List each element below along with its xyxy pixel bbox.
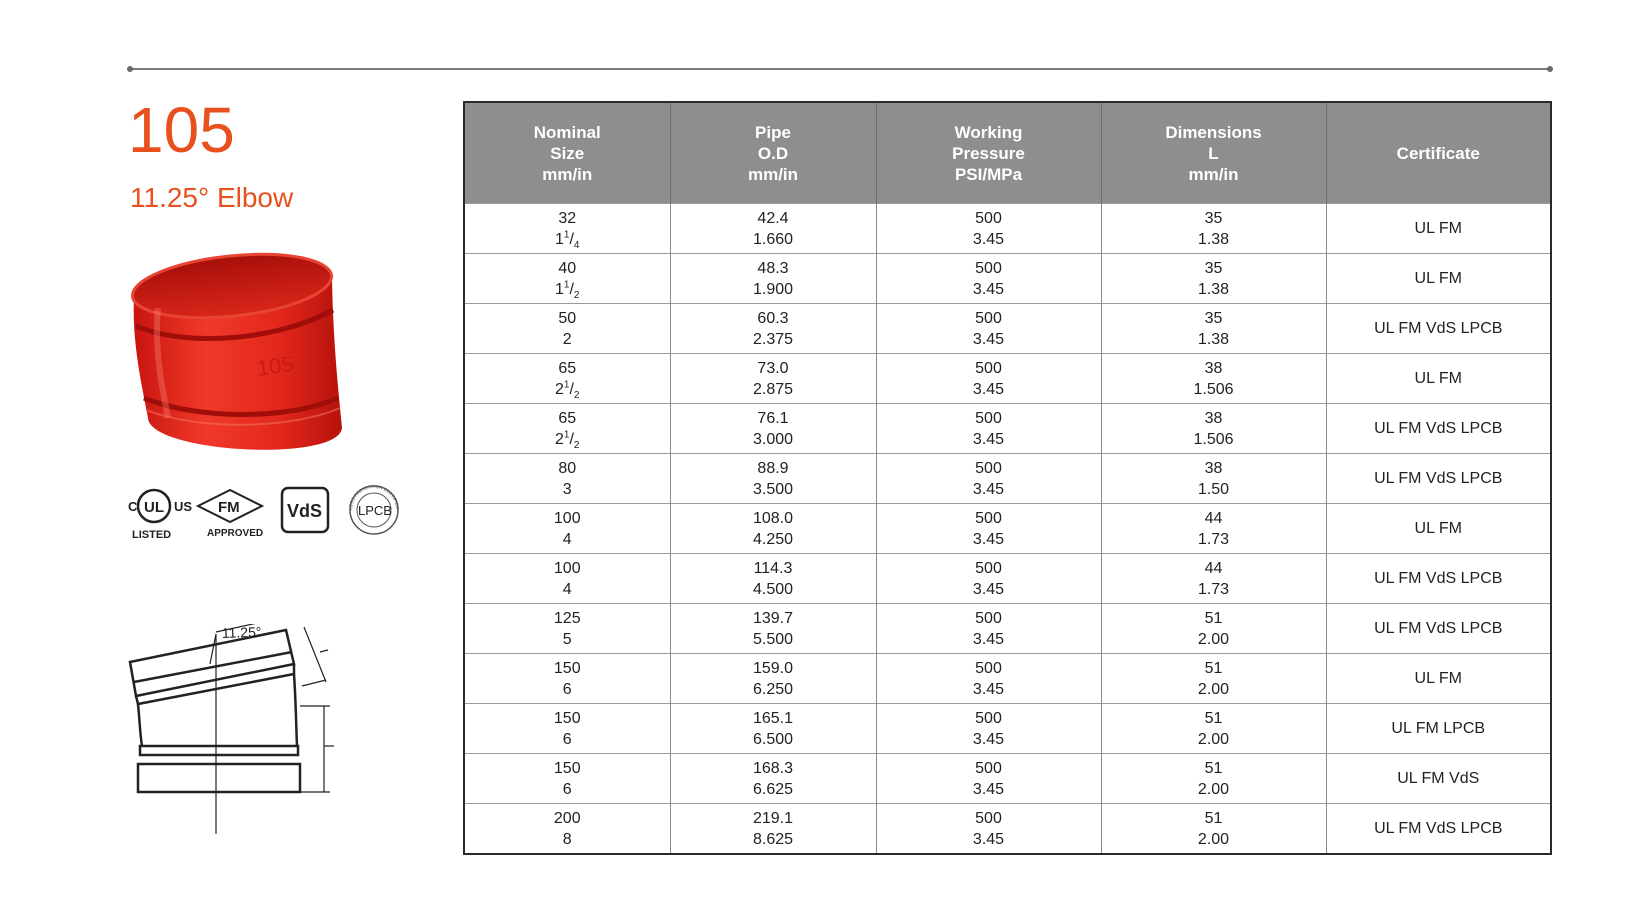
- column-header-line: Pressure: [952, 143, 1025, 163]
- cell-dimension-l-primary: 38: [1204, 459, 1223, 477]
- size-mm: 65: [558, 359, 577, 377]
- certificate-text: UL FM VdS LPCB: [1374, 470, 1503, 487]
- cell-dimension-l-secondary: 1.73: [1197, 580, 1230, 598]
- cell-pipe-od-primary: 114.3: [753, 559, 793, 577]
- cell-certificate: [1326, 454, 1551, 504]
- cell-pipe-od-secondary: 1.660: [752, 230, 794, 248]
- cell-working-pressure-secondary: 3.45: [972, 280, 1005, 298]
- size-in-whole: 6: [562, 780, 572, 798]
- cell-dimension-l: [1101, 604, 1326, 654]
- svg-text:FM: FM: [218, 499, 240, 516]
- product-number: 105: [128, 94, 235, 166]
- table-header-row: [464, 102, 1551, 204]
- column-header-line: L: [1208, 143, 1219, 163]
- certificate-text: UL FM VdS LPCB: [1374, 620, 1503, 637]
- cell-pipe-od-primary: 73.0: [757, 359, 789, 377]
- cell-working-pressure-secondary: 3.45: [972, 530, 1005, 548]
- certificate-text: UL FM: [1414, 370, 1462, 387]
- cell-working-pressure: [876, 504, 1101, 554]
- cell-working-pressure-primary: 500: [975, 509, 1002, 527]
- fm-approved-logo: [198, 490, 263, 539]
- size-mm: 65: [558, 409, 577, 427]
- cell-dimension-l: [1101, 704, 1326, 754]
- column-header-line: Pipe: [755, 122, 791, 142]
- cell-pipe-od-secondary: 3.000: [752, 430, 794, 448]
- cell-pipe-od-secondary: 6.250: [752, 680, 794, 698]
- cell-nominal-size: 40 $1^1/_2$: [464, 254, 670, 304]
- size-in-whole: 8: [562, 830, 572, 848]
- size-in-whole: 1: [555, 280, 564, 298]
- size-in-whole: 3: [562, 480, 572, 498]
- cell-dimension-l-secondary: 2.00: [1197, 680, 1230, 698]
- column-header-line: Nominal: [533, 122, 601, 142]
- size-mm: 32: [558, 209, 577, 227]
- cell-dimension-l: [1101, 654, 1326, 704]
- cell-pipe-od: [670, 354, 876, 404]
- column-header-line: PSI/MPa: [954, 164, 1023, 184]
- size-in-whole: 6: [562, 730, 572, 748]
- cell-working-pressure-primary: 500: [975, 359, 1002, 377]
- cell-working-pressure-primary: 500: [975, 759, 1002, 777]
- cell-dimension-l-primary: 44: [1204, 559, 1223, 577]
- size-mm: 40: [558, 259, 577, 277]
- cell-dimension-l: [1101, 804, 1326, 855]
- table-row: [464, 604, 1551, 654]
- table-row: [464, 504, 1551, 554]
- table-row: [464, 704, 1551, 754]
- size-in-denominator: 4: [573, 239, 580, 251]
- cell-working-pressure: [876, 354, 1101, 404]
- cell-nominal-size: [464, 554, 670, 604]
- cell-pipe-od-primary: 219.1: [752, 809, 794, 827]
- table-row: [464, 754, 1551, 804]
- cell-pipe-od-secondary: 3.500: [752, 480, 794, 498]
- cell-dimension-l-secondary: 2.00: [1197, 730, 1230, 748]
- table-row: [464, 404, 1551, 454]
- size-mm: 200: [553, 809, 581, 827]
- certificate-text: UL FM LPCB: [1391, 720, 1486, 737]
- cell-dimension-l-secondary: 1.50: [1197, 480, 1230, 498]
- column-header: [1326, 102, 1551, 204]
- cell-pipe-od-primary: 168.3: [752, 759, 794, 777]
- cell-dimension-l-primary: 38: [1204, 359, 1223, 377]
- cell-certificate: [1326, 354, 1551, 404]
- cell-pipe-od-secondary: 4.500: [752, 580, 794, 598]
- certificate-text: UL FM VdS LPCB: [1374, 820, 1503, 837]
- cell-pipe-od: [670, 454, 876, 504]
- cell-pipe-od: [670, 654, 876, 704]
- cell-dimension-l-secondary: 1.38: [1197, 280, 1230, 298]
- casting-mark: 105: [255, 351, 296, 381]
- size-mm: 50: [558, 309, 577, 327]
- cell-certificate: [1326, 654, 1551, 704]
- size-mm: 150: [553, 759, 581, 777]
- cell-pipe-od: [670, 254, 876, 304]
- cell-nominal-size: 32 $1^1/_4$: [464, 204, 670, 254]
- cell-pipe-od-secondary: 2.375: [752, 330, 794, 348]
- table-row: [464, 654, 1551, 704]
- cell-nominal-size: [464, 754, 670, 804]
- cell-nominal-size: [464, 604, 670, 654]
- table-row: [464, 354, 1551, 404]
- product-photo: [128, 248, 358, 473]
- cell-working-pressure: [876, 604, 1101, 654]
- cell-working-pressure: [876, 254, 1101, 304]
- cell-dimension-l-secondary: 1.38: [1197, 330, 1230, 348]
- cell-dimension-l: [1101, 454, 1326, 504]
- cell-dimension-l: [1101, 554, 1326, 604]
- certificate-text: UL FM VdS: [1397, 770, 1480, 787]
- cell-working-pressure-primary: 500: [975, 609, 1002, 627]
- column-header-line: O.D: [757, 143, 789, 163]
- certificate-text: UL FM: [1414, 270, 1462, 287]
- svg-text:UL: UL: [144, 499, 164, 516]
- svg-text:APPROVED: APPROVED: [207, 528, 264, 539]
- table-row: [464, 454, 1551, 504]
- cell-dimension-l-primary: 51: [1204, 609, 1223, 627]
- column-header: [670, 102, 876, 204]
- cell-certificate: [1326, 554, 1551, 604]
- table-row: [464, 804, 1551, 855]
- cell-dimension-l-primary: 35: [1204, 309, 1223, 327]
- cell-working-pressure-primary: 500: [975, 409, 1002, 427]
- size-in-whole: 2: [555, 430, 564, 448]
- cell-working-pressure-secondary: 3.45: [972, 830, 1005, 848]
- table-row: [464, 304, 1551, 354]
- cell-pipe-od: [670, 554, 876, 604]
- svg-text:US: US: [174, 499, 193, 514]
- column-header-line: mm/in: [1188, 164, 1239, 184]
- cell-working-pressure-primary: 500: [975, 709, 1002, 727]
- cell-pipe-od-secondary: 4.250: [752, 530, 794, 548]
- size-in-denominator: 2: [573, 389, 580, 401]
- cell-working-pressure-primary: 500: [975, 209, 1002, 227]
- svg-text:LISTED: LISTED: [132, 529, 172, 541]
- cell-dimension-l-secondary: 1.73: [1197, 530, 1230, 548]
- vds-logo: [282, 488, 328, 532]
- certificate-text: UL FM VdS LPCB: [1374, 320, 1503, 337]
- cell-pipe-od-primary: 165.1: [752, 709, 794, 727]
- cell-working-pressure-secondary: 3.45: [972, 580, 1005, 598]
- cell-certificate: [1326, 604, 1551, 654]
- certificate-text: UL FM: [1414, 670, 1462, 687]
- size-in-denominator: 2: [573, 439, 580, 451]
- cell-pipe-od: [670, 204, 876, 254]
- cell-dimension-l: [1101, 254, 1326, 304]
- cell-dimension-l-primary: 51: [1204, 809, 1223, 827]
- top-divider: [130, 68, 1550, 70]
- cell-certificate: [1326, 704, 1551, 754]
- size-mm: 125: [553, 609, 581, 627]
- cell-pipe-od-secondary: 5.500: [752, 630, 794, 648]
- svg-text:LOSS PREVENTION CERTIFICATION: LOSS PREVENTION CERTIFICA: [347, 484, 400, 511]
- cell-pipe-od-secondary: 6.500: [752, 730, 794, 748]
- cell-nominal-size: [464, 504, 670, 554]
- certificate-text: UL FM VdS LPCB: [1374, 570, 1503, 587]
- ul-listed-logo: [128, 490, 192, 541]
- cell-working-pressure-secondary: 3.45: [972, 630, 1005, 648]
- cell-working-pressure-secondary: 3.45: [972, 480, 1005, 498]
- cell-pipe-od-primary: 60.3: [757, 309, 789, 327]
- cell-pipe-od-primary: 88.9: [757, 459, 789, 477]
- column-header-line: mm/in: [747, 164, 799, 184]
- cell-working-pressure: [876, 754, 1101, 804]
- cell-pipe-od-primary: 42.4: [757, 209, 789, 227]
- size-in-numerator: 1: [563, 279, 570, 291]
- cell-certificate: [1326, 404, 1551, 454]
- column-header-line: Size: [550, 143, 585, 163]
- cell-dimension-l-secondary: 1.506: [1193, 380, 1234, 398]
- cell-dimension-l: [1101, 304, 1326, 354]
- cell-pipe-od: [670, 304, 876, 354]
- cell-dimension-l: [1101, 754, 1326, 804]
- cell-dimension-l-primary: 35: [1204, 209, 1223, 227]
- size-mm: 100: [553, 509, 581, 527]
- cell-dimension-l: [1101, 404, 1326, 454]
- cell-pipe-od: [670, 504, 876, 554]
- cell-working-pressure-primary: 500: [975, 659, 1002, 677]
- cell-nominal-size: [464, 654, 670, 704]
- cell-dimension-l-primary: 35: [1204, 259, 1223, 277]
- cell-working-pressure-secondary: 3.45: [972, 330, 1005, 348]
- column-header-line: Dimensions: [1165, 122, 1262, 142]
- size-in-numerator: 1: [563, 379, 570, 391]
- cell-pipe-od-secondary: 8.625: [752, 830, 794, 848]
- cell-working-pressure-secondary: 3.45: [972, 680, 1005, 698]
- size-in-whole: 6: [562, 680, 572, 698]
- size-in-numerator: 1: [563, 229, 570, 241]
- cell-certificate: [1326, 754, 1551, 804]
- cell-nominal-size: 65 $2^1/_2$: [464, 404, 670, 454]
- cell-nominal-size: [464, 804, 670, 855]
- cell-working-pressure-secondary: 3.45: [972, 230, 1005, 248]
- cell-pipe-od-secondary: 6.625: [752, 780, 794, 798]
- cell-dimension-l-primary: 51: [1204, 659, 1223, 677]
- size-in-whole: 5: [562, 630, 572, 648]
- size-in-whole: 2: [555, 380, 564, 398]
- cell-pipe-od-primary: 76.1: [757, 409, 789, 427]
- cell-dimension-l-secondary: 1.38: [1197, 230, 1230, 248]
- cell-pipe-od: [670, 404, 876, 454]
- cell-working-pressure-primary: 500: [975, 259, 1002, 277]
- cell-certificate: [1326, 254, 1551, 304]
- cell-certificate: [1326, 304, 1551, 354]
- cell-working-pressure-secondary: 3.45: [972, 380, 1005, 398]
- cell-working-pressure-secondary: 3.45: [972, 430, 1005, 448]
- cell-working-pressure-primary: 500: [975, 809, 1002, 827]
- cell-dimension-l-secondary: 1.506: [1193, 430, 1234, 448]
- spec-table: [463, 101, 1552, 855]
- size-in-whole: 2: [562, 330, 572, 348]
- cell-pipe-od: [670, 604, 876, 654]
- certificate-text: UL FM: [1414, 220, 1462, 237]
- cell-working-pressure-secondary: 3.45: [972, 780, 1005, 798]
- cell-dimension-l-primary: 44: [1204, 509, 1223, 527]
- cell-nominal-size: [464, 704, 670, 754]
- cell-nominal-size: [464, 304, 670, 354]
- cell-dimension-l: [1101, 204, 1326, 254]
- cell-dimension-l: [1101, 354, 1326, 404]
- svg-text:LPCB: LPCB: [358, 503, 392, 518]
- drawing-angle-label: 11.25°: [221, 624, 262, 641]
- cell-pipe-od-primary: 159.0: [752, 659, 794, 677]
- cell-pipe-od: [670, 754, 876, 804]
- column-header: [1101, 102, 1326, 204]
- cell-working-pressure: [876, 304, 1101, 354]
- certificate-text: UL FM: [1414, 520, 1462, 537]
- certificate-text: UL FM VdS LPCB: [1374, 420, 1503, 437]
- cell-working-pressure: [876, 204, 1101, 254]
- size-in-whole: 4: [562, 580, 572, 598]
- technical-drawing: [124, 624, 374, 839]
- table-row: [464, 204, 1551, 254]
- lpcb-logo: [124, 484, 400, 534]
- cell-nominal-size: 65 $2^1/_2$: [464, 354, 670, 404]
- cell-pipe-od: [670, 704, 876, 754]
- size-in-numerator: 1: [563, 429, 570, 441]
- cell-working-pressure-secondary: 3.45: [972, 730, 1005, 748]
- cell-working-pressure: [876, 804, 1101, 855]
- product-name: 11.25° Elbow: [130, 182, 294, 213]
- cell-dimension-l-secondary: 2.00: [1197, 780, 1230, 798]
- cell-working-pressure-primary: 500: [975, 309, 1002, 327]
- cell-dimension-l-secondary: 2.00: [1197, 630, 1230, 648]
- table-body: [464, 204, 1551, 855]
- size-mm: 150: [553, 659, 581, 677]
- column-header-line: Working: [954, 122, 1023, 142]
- drawing-upper-pipe: [130, 630, 294, 696]
- table-row: [464, 554, 1551, 604]
- size-mm: 80: [558, 459, 577, 477]
- cell-pipe-od: [670, 804, 876, 855]
- cell-pipe-od-primary: 48.3: [757, 259, 789, 277]
- cell-dimension-l-primary: 51: [1204, 709, 1223, 727]
- svg-text:VdS: VdS: [287, 501, 323, 521]
- size-in-whole: 4: [562, 530, 572, 548]
- size-in-whole: 1: [555, 230, 564, 248]
- svg-text:C: C: [128, 499, 138, 514]
- cell-working-pressure: [876, 654, 1101, 704]
- cell-pipe-od-secondary: 1.900: [752, 280, 794, 298]
- cell-nominal-size: [464, 454, 670, 504]
- certification-logos: [124, 484, 414, 544]
- table-row: [464, 254, 1551, 304]
- cell-dimension-l: [1101, 504, 1326, 554]
- column-header-line: mm/in: [542, 164, 593, 184]
- column-header: [876, 102, 1101, 204]
- cell-dimension-l-primary: 38: [1204, 409, 1223, 427]
- cell-dimension-l-secondary: 2.00: [1197, 830, 1230, 848]
- cell-certificate: [1326, 504, 1551, 554]
- cell-dimension-l-primary: 51: [1204, 759, 1223, 777]
- cell-working-pressure: [876, 704, 1101, 754]
- cell-working-pressure: [876, 404, 1101, 454]
- cell-certificate: [1326, 804, 1551, 855]
- size-mm: 150: [553, 709, 581, 727]
- column-header-line: Certificate: [1396, 143, 1480, 163]
- cell-pipe-od-secondary: 2.875: [752, 380, 794, 398]
- cell-certificate: [1326, 204, 1551, 254]
- cell-working-pressure: [876, 554, 1101, 604]
- cell-working-pressure-primary: 500: [975, 559, 1002, 577]
- size-mm: 100: [553, 559, 581, 577]
- cell-working-pressure-primary: 500: [975, 459, 1002, 477]
- drawing-lower-pipe: [138, 704, 142, 746]
- cell-working-pressure: [876, 454, 1101, 504]
- cell-pipe-od-primary: 139.7: [752, 609, 794, 627]
- size-in-denominator: 2: [573, 289, 580, 301]
- cell-pipe-od-primary: 108.0: [752, 509, 794, 527]
- column-header: [464, 102, 670, 204]
